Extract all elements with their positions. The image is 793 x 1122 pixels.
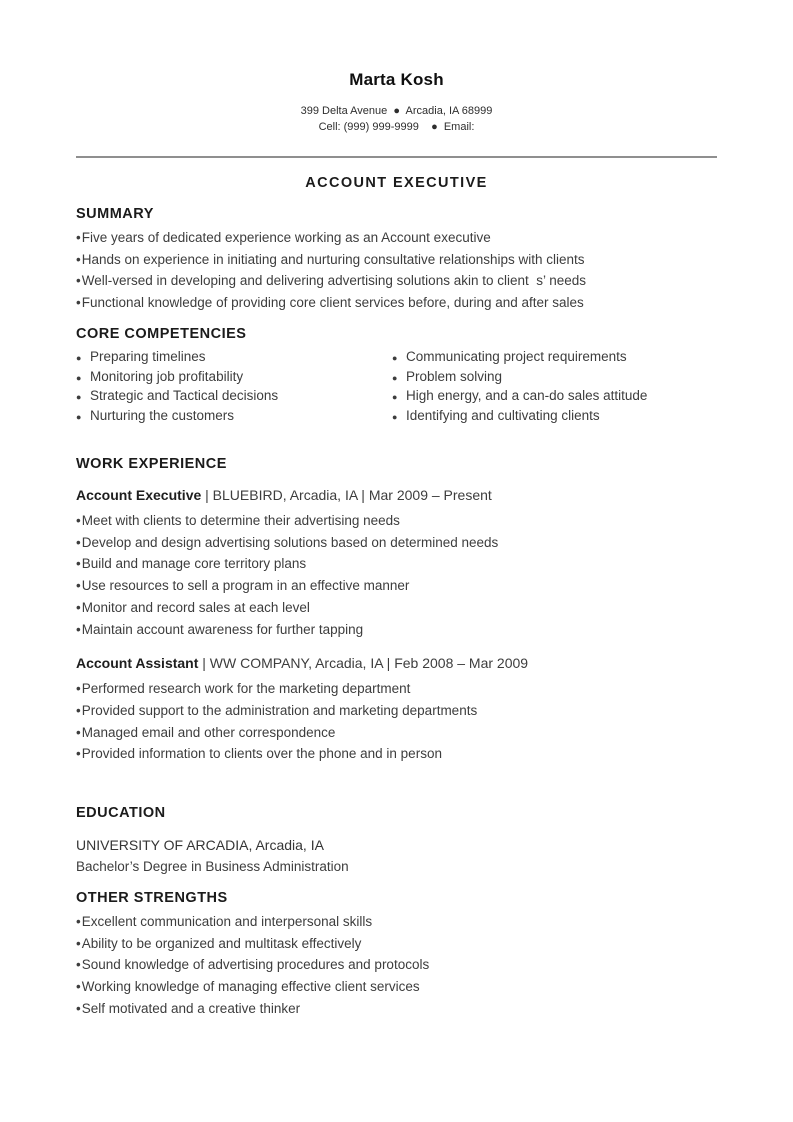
list-item-text: Monitor and record sales at each level — [81, 599, 310, 615]
list-item — [76, 597, 717, 619]
list-item-text: Performed research work for the marketing department — [81, 681, 411, 697]
bullet-icon: • — [76, 295, 81, 311]
bullet-icon: • — [76, 957, 81, 973]
list-item-text: Managed email and other correspondence — [81, 724, 336, 740]
list-item — [392, 407, 717, 427]
dot-icon: ● — [76, 352, 82, 363]
list-item — [76, 270, 717, 292]
job-title-line — [76, 485, 717, 505]
list-item — [76, 954, 717, 976]
bullet-icon: • — [76, 746, 81, 762]
dot-icon: ● — [392, 412, 398, 423]
bullet-icon: • — [76, 230, 81, 245]
list-item — [76, 619, 717, 641]
list-item-text: Develop and design advertising solutions based on determined needs — [81, 534, 499, 550]
list-item — [76, 368, 392, 388]
summary-section — [76, 206, 717, 314]
list-item-text: Functional knowledge of providing core client services before, during and after sales — [81, 295, 584, 311]
other-strengths-section — [76, 890, 717, 1020]
list-item — [76, 743, 717, 765]
address-line: 399 Delta Avenue ● Arcadia, IA 68999 — [300, 105, 493, 117]
list-item — [392, 387, 717, 407]
list-item — [76, 387, 392, 407]
list-item-text: Use resources to sell a program in an effective manner — [81, 578, 410, 594]
list-item — [76, 722, 717, 744]
list-item — [76, 348, 392, 368]
education-entry — [76, 835, 717, 877]
list-item-text: Working knowledge of managing effective client services — [81, 979, 420, 995]
bullet-icon: • — [76, 556, 81, 572]
list-item-text: Ability to be organized and multitask effectively — [81, 935, 362, 951]
list-item-text: Provided support to the administration and marketing departments — [81, 702, 478, 718]
list-item-text: Meet with clients to determine their advertising needs — [81, 513, 400, 528]
other-strengths-heading: OTHER STRENGTHS — [76, 890, 228, 907]
bullet-icon: • — [76, 681, 81, 697]
list-item — [76, 510, 717, 532]
competencies-left-column — [76, 348, 392, 427]
bullet-icon: • — [76, 702, 81, 718]
education-degree: Bachelor’s Degree in Business Administration — [76, 859, 349, 875]
list-item — [76, 700, 717, 722]
bullet-icon: • — [76, 578, 81, 594]
list-item-text: Excellent communication and interpersonal skills — [81, 914, 373, 930]
list-item — [76, 249, 717, 271]
education-heading: EDUCATION — [76, 805, 166, 822]
work-experience-heading: WORK EXPERIENCE — [76, 456, 227, 472]
job-meta: | BLUEBIRD, Arcadia, IA | Mar 2009 – Present — [205, 487, 492, 503]
bullet-icon: • — [76, 979, 81, 995]
list-item-text: Problem solving — [406, 368, 503, 384]
job-title-line — [76, 653, 717, 673]
list-item-text: High energy, and a can-do sales attitude — [406, 388, 648, 404]
bullet-icon: • — [76, 534, 81, 550]
job-duties-list — [76, 510, 717, 640]
bullet-icon: • — [76, 599, 81, 615]
list-item-text: Maintain account awareness for further tapping — [81, 621, 364, 637]
list-item — [392, 348, 717, 368]
list-item-text: Preparing timelines — [90, 348, 206, 364]
bullet-icon: • — [76, 513, 81, 528]
dot-icon: ● — [392, 352, 398, 363]
header-divider — [76, 156, 717, 158]
list-item-text: Nurturing the customers — [90, 408, 235, 424]
dot-icon: ● — [76, 392, 82, 403]
list-item-text: Identifying and cultivating clients — [406, 408, 600, 424]
bullet-icon: • — [76, 251, 81, 267]
list-item — [76, 407, 392, 427]
dot-icon: ● — [392, 372, 398, 383]
contact-block — [76, 103, 717, 135]
core-competencies-heading: CORE COMPETENCIES — [76, 325, 247, 342]
list-item — [76, 575, 717, 597]
dot-icon: ● — [76, 372, 82, 383]
job-duties-list — [76, 678, 717, 765]
list-item-text: Monitoring job profitability — [90, 368, 244, 384]
dot-icon: ● — [392, 392, 398, 403]
list-item — [76, 998, 717, 1020]
contact-line: Cell: (999) 999-9999 ● Email: — [318, 121, 475, 133]
list-item-text: Hands on experience in initiating and nurturing consultative relationships with clients — [81, 251, 585, 267]
list-item — [76, 911, 717, 933]
core-competencies-section — [76, 326, 717, 427]
job-title: Account Executive — [76, 487, 202, 503]
list-item-text: Provided information to clients over the phone and in person — [81, 746, 442, 762]
job-entry — [76, 653, 717, 765]
list-item-text: Strategic and Tactical decisions — [90, 388, 279, 404]
bullet-icon: • — [76, 1000, 81, 1016]
dot-icon: ● — [76, 412, 82, 423]
job-entry — [76, 485, 717, 640]
list-item — [76, 678, 717, 700]
list-item-text: Five years of dedicated experience working as an Account executive — [81, 230, 491, 245]
bullet-icon: • — [76, 621, 81, 637]
summary-heading: SUMMARY — [76, 206, 154, 222]
job-meta: | WW COMPANY, Arcadia, IA | Feb 2008 – Mar 2009 — [202, 655, 529, 672]
list-item-text: Self motivated and a creative thinker — [81, 1000, 301, 1016]
list-item — [76, 553, 717, 575]
bullet-icon: • — [76, 935, 81, 951]
job-title: Account Assistant — [76, 655, 199, 672]
list-item-text: Communicating project requirements — [406, 348, 627, 364]
list-item — [76, 976, 717, 998]
other-strengths-list — [76, 911, 717, 1020]
work-experience-section — [76, 456, 717, 765]
list-item — [76, 292, 717, 314]
summary-list — [76, 227, 717, 314]
competencies-right-column — [392, 348, 717, 427]
resume-header — [76, 70, 717, 135]
list-item — [76, 933, 717, 955]
document-title: ACCOUNT EXECUTIVE — [305, 175, 488, 191]
bullet-icon: • — [76, 724, 81, 740]
candidate-name: Marta Kosh — [349, 70, 444, 89]
education-section — [76, 805, 717, 877]
list-item-text: Well-versed in developing and delivering advertising solutions akin to client s’ needs — [81, 273, 587, 289]
education-school: UNIVERSITY OF ARCADIA, Arcadia, IA — [76, 837, 324, 854]
bullet-icon: • — [76, 914, 81, 930]
list-item-text: Build and manage core territory plans — [81, 556, 307, 572]
list-item-text: Sound knowledge of advertising procedures and protocols — [81, 957, 430, 973]
bullet-icon: • — [76, 273, 81, 289]
core-competencies-grid — [76, 348, 717, 427]
list-item — [392, 368, 717, 388]
list-item — [76, 227, 717, 249]
list-item — [76, 532, 717, 554]
